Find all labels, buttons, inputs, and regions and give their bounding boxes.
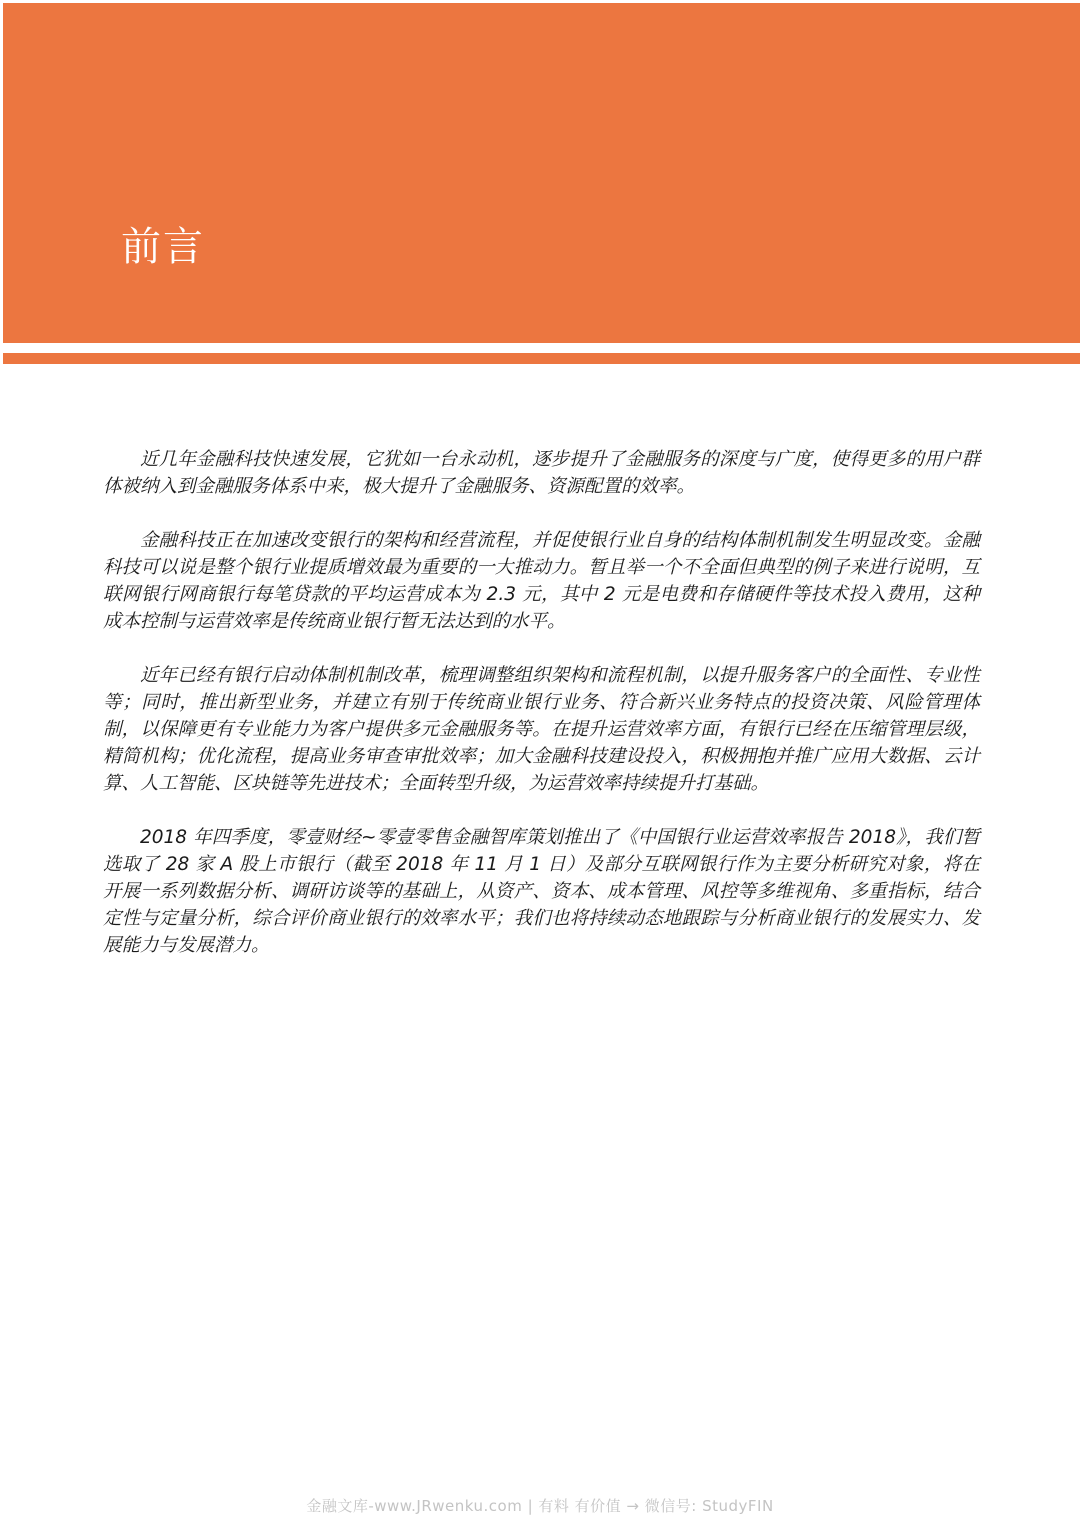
paragraph-2: 金融科技正在加速改变银行的架构和经营流程，并促使银行业自身的结构体制机制发生明显改变。金融科技可以说是整个银行业提质增效最为重要的一大推动力。暂且举一个不全面但典型的例子来进行说明，互联网银行网商银行每笔贷款的平均运营成本为 2.3 元，其中 2 元是电费和存储硬件等技术投入费用，这种成本控制与运营效率是传统商业银行暂无法达到的水平。 — [103, 530, 980, 632]
body-content — [103, 446, 980, 986]
footer-watermark: 金融文库-www.JRwenku.com | 有料 有价值 → 微信号: StudyFIN — [306, 1497, 774, 1515]
header-band — [3, 3, 1080, 343]
page-title: 前言 — [121, 224, 205, 270]
paragraph-1: 近几年金融科技快速发展，它犹如一台永动机，逐步提升了金融服务的深度与广度，使得更多的用户群体被纳入到金融服务体系中来，极大提升了金融服务、资源配置的效率。 — [103, 449, 980, 497]
paragraph-4: 2018 年四季度，零壹财经~零壹零售金融智库策划推出了《中国银行业运营效率报告 2018》，我们暂选取了 28 家 A 股上市银行（截至 2018 年 11 月 1 日）及部分互联网银行作为主要分析研究对象，将在开展一系列数据分析、调研访谈等的基础上，从资产、资本、成本管理、风控等多维视角、多重指标，结合定性与定量分析，综合评价商业银行的效率水平；我们也将持续动态地跟踪与分析商业银行的发展实力、发展能力与发展潜力。 — [103, 827, 980, 956]
paragraph-3: 近年已经有银行启动体制机制改革，梳理调整组织架构和流程机制，以提升服务客户的全面性、专业性等；同时，推出新型业务，并建立有别于传统商业银行业务、符合新兴业务特点的投资决策、风险管理体制，以保障更有专业能力为客户提供多元金融服务等。在提升运营效率方面，有银行已经在压缩管理层级，精简机构；优化流程，提高业务审查审批效率；加大金融科技建设投入，积极拥抱并推广应用大数据、云计算、人工智能、区块链等先进技术；全面转型升级，为运营效率持续提升打基础。 — [103, 665, 980, 794]
header-divider-stripe — [3, 353, 1080, 364]
